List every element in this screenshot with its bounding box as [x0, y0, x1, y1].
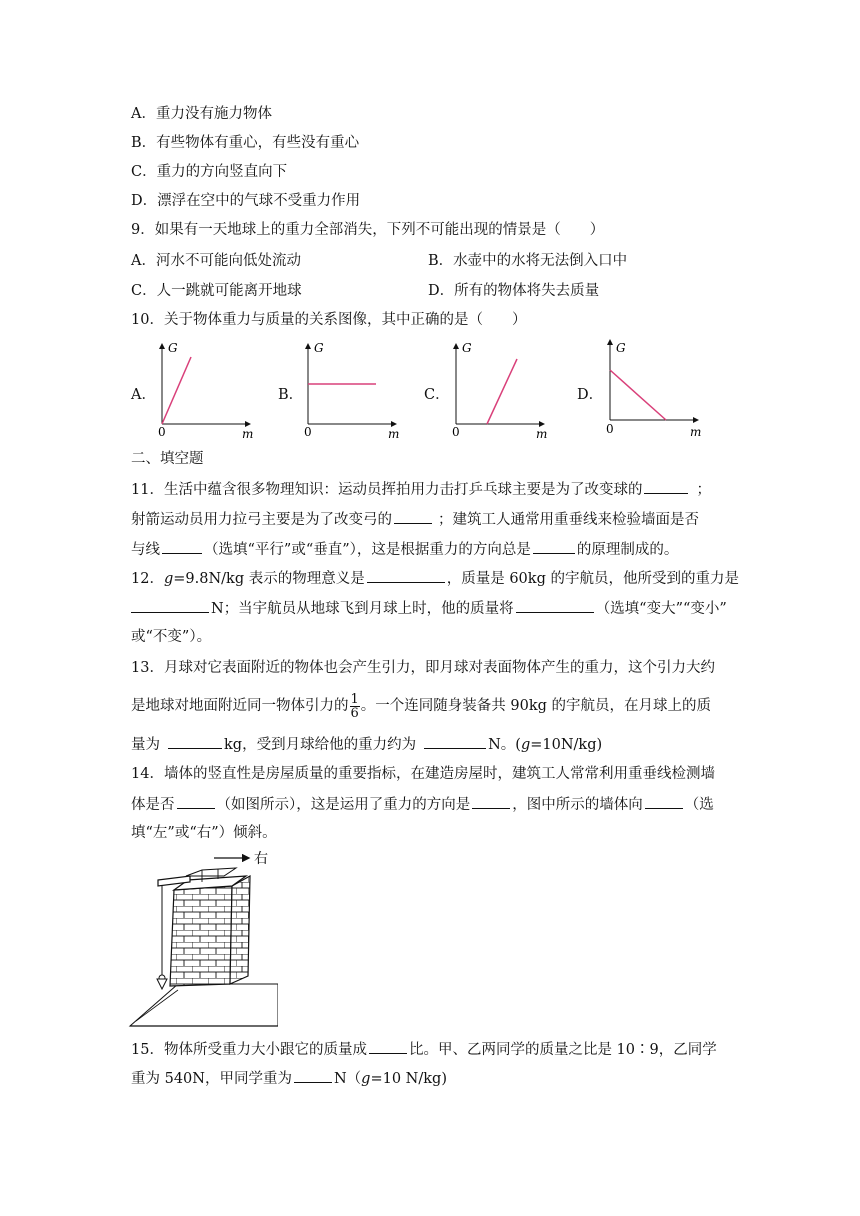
q12-blank3[interactable] — [516, 598, 594, 613]
q8-option-c: C．重力的方向竖直向下 — [131, 164, 288, 180]
q10-stem: 10．关于物体重力与质量的关系图像，其中正确的是（ ） — [131, 312, 527, 328]
q15-line2: 重为 540N，甲同学重为 N（g=10 N/kg) — [131, 1068, 447, 1089]
q10-d-axis-x: m — [690, 425, 702, 436]
q10-d-line — [610, 370, 666, 420]
q10-label-d: D． — [577, 387, 604, 403]
q10-c-origin: 0 — [452, 425, 460, 439]
q12-line1: 12．g=9.8N/kg 表示的物理意义是 ，质量是 60kg 的宇航员，他所受到的重力是 — [131, 568, 739, 589]
q14-blank3[interactable] — [645, 794, 683, 809]
q13-line2: 是地球对地面附近同一物体引力的 $\frac{1}{6}$ 。一个连同随身装备共 90kg 的宇航员，在月球上的质 — [131, 691, 712, 721]
q15-blank2[interactable] — [294, 1068, 332, 1083]
q10-a-line — [162, 357, 191, 424]
q10-label-b: B． — [278, 387, 304, 403]
q12-blank2[interactable] — [131, 598, 209, 613]
q11-line1: 11．生活中蕴含很多物理知识：运动员挥拍用力击打乒乓球主要是为了改变球的 ； — [131, 479, 711, 500]
q14-wall-figure — [128, 846, 278, 1032]
q10-c-axis-y: G — [462, 341, 472, 355]
q15-blank1[interactable] — [369, 1039, 407, 1054]
q8-option-d: D．漂浮在空中的气球不受重力作用 — [131, 193, 361, 209]
q12-line3: 或“不变”）。 — [131, 629, 212, 645]
q11-line3: 与线 （选填“平行”或“垂直”），这是根据重力的方向总是 的原理制成的。 — [131, 539, 678, 560]
section-title: 二、填空题 — [131, 451, 204, 467]
q10-label-c: C． — [424, 387, 450, 403]
q15-line1: 15．物体所受重力大小跟它的质量成 比。甲、乙两同学的质量之比是 10∶9，乙同学 — [131, 1039, 717, 1060]
q13-blank2[interactable] — [424, 734, 486, 749]
q13-line1: 13．月球对它表面附近的物体也会产生引力，即月球对表面物体产生的重力，这个引力大约 — [131, 660, 715, 676]
q9-stem: 9．如果有一天地球上的重力全部消失，下列不可能出现的情景是（ ） — [131, 222, 605, 238]
q11-blank2[interactable] — [394, 509, 432, 524]
q10-c-axis-x: m — [536, 427, 548, 440]
q12-blank1[interactable] — [367, 568, 445, 583]
q10-graph-a — [150, 340, 260, 440]
q9-option-d: D．所有的物体将失去质量 — [428, 283, 600, 299]
q10-label-a: A． — [131, 387, 156, 403]
q14-line1: 14．墙体的竖直性是房屋质量的重要指标，在建造房屋时，建筑工人常常利用重垂线检测墙 — [131, 766, 715, 782]
q11-blank1[interactable] — [644, 479, 688, 494]
q10-a-origin: 0 — [158, 425, 166, 439]
q11-blank4[interactable] — [533, 539, 575, 554]
q10-a-axis-x: m — [242, 427, 254, 440]
q10-b-axis-y: G — [314, 341, 324, 355]
q14-blank1[interactable] — [177, 794, 215, 809]
q10-graph-c — [444, 340, 554, 440]
q13-blank1[interactable] — [168, 734, 222, 749]
q10-a-axis-y: G — [168, 341, 178, 355]
q14-blank2[interactable] — [472, 794, 510, 809]
q10-graph-b — [296, 340, 406, 440]
q14-figure-label: 右 — [254, 851, 268, 867]
q14-line2: 体是否 （如图所示），这是运用了重力的方向是 ，图中所示的墙体向 （选 — [131, 794, 714, 815]
q12-line2: N；当宇航员从地球飞到月球上时，他的质量将 （选填“变大”“变小” — [131, 598, 727, 619]
q10-b-axis-x: m — [388, 427, 400, 440]
q9-option-a: A．河水不可能向低处流动 — [131, 253, 301, 269]
q10-graph-d — [598, 336, 708, 436]
q11-blank3[interactable] — [162, 539, 202, 554]
q14-line3: 填“左”或“右”）倾斜。 — [131, 825, 277, 841]
q13-fraction: $\frac{1}{6}$ — [350, 691, 359, 721]
q10-d-origin: 0 — [606, 422, 614, 436]
q9-option-c: C．人一跳就可能离开地球 — [131, 283, 302, 299]
q8-option-a: A．重力没有施力物体 — [131, 106, 272, 122]
q11-line2: 射箭运动员用力拉弓主要是为了改变弓的 ；建筑工人通常用重垂线来检验墙面是否 — [131, 509, 699, 530]
q10-c-line — [487, 359, 517, 424]
q10-d-axis-y: G — [616, 341, 626, 355]
q8-option-b: B．有些物体有重心，有些没有重心 — [131, 135, 360, 151]
q13-line3: 量为 kg，受到月球给他的重力约为 N。(g=10N/kg) — [131, 734, 602, 755]
q10-b-origin: 0 — [304, 425, 312, 439]
q9-option-b: B．水壶中的水将无法倒入口中 — [428, 253, 628, 269]
